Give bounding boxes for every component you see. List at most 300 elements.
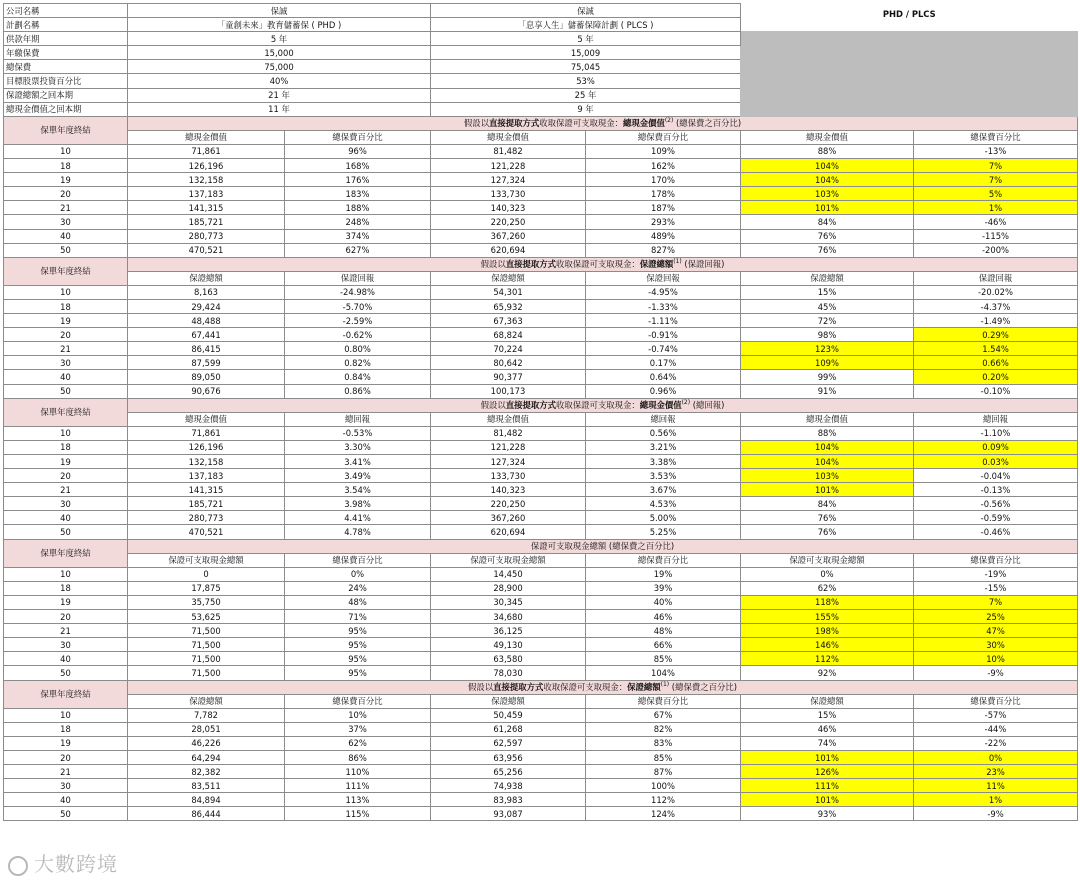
value-cell: 111% [285,779,431,793]
value-cell: 62% [741,581,914,595]
section-title-mid: 收取保證可支取現金： [555,259,640,270]
policy-year: 19 [4,736,128,750]
policy-year: 20 [4,610,128,624]
value-cell: -115% [914,229,1078,243]
value-cell: 0.03% [914,455,1078,469]
info-value-phd: 「童創未來」教育儲蓄保 ( PHD ) [128,18,431,32]
value-cell: -1.33% [586,299,741,313]
value-cell: 132,158 [128,455,285,469]
value-cell: 3.30% [285,440,431,454]
table-row [4,342,1078,356]
value-cell: 65,256 [431,765,586,779]
value-cell: 86,415 [128,342,285,356]
value-cell: 489% [586,229,741,243]
value-cell: 137,183 [128,469,285,483]
value-cell: -57% [914,708,1078,722]
value-cell: 95% [285,624,431,638]
value-cell: 71,500 [128,624,285,638]
policy-year: 50 [4,666,128,680]
policy-year: 21 [4,342,128,356]
value-cell: 187% [586,201,741,215]
value-cell: 101% [741,750,914,764]
value-cell: 71% [285,610,431,624]
column-header: 保證可支取現金總額 [431,553,586,567]
value-cell: 67,363 [431,314,586,328]
value-cell: 84% [741,215,914,229]
value-cell: 72% [741,314,914,328]
policy-year: 50 [4,384,128,398]
value-cell: 185,721 [128,497,285,511]
value-cell: 103% [741,187,914,201]
value-cell: 76% [741,525,914,539]
section-title-mid: 收取保證可支取現金： [543,682,628,693]
value-cell: 83,511 [128,779,285,793]
value-cell: 104% [741,440,914,454]
table-row [4,469,1078,483]
table-row [4,483,1078,497]
info-row [4,4,1078,18]
section-title [128,398,1078,412]
value-cell: 118% [741,595,914,609]
value-cell: 367,260 [431,229,586,243]
value-cell: 293% [586,215,741,229]
value-cell: 104% [741,173,914,187]
value-cell: 65,932 [431,299,586,313]
section-caption-row [4,257,1078,271]
value-cell: 176% [285,173,431,187]
value-cell: 91% [741,384,914,398]
value-cell: 5.00% [586,511,741,525]
column-header: 總保費百分比 [285,694,431,708]
policy-year: 20 [4,750,128,764]
value-cell: 248% [285,215,431,229]
value-cell: 7,782 [128,708,285,722]
column-header: 總現金價值 [741,130,914,144]
value-cell: 0.56% [586,426,741,440]
value-cell: 86,444 [128,807,285,821]
section-title-bold2: 保證總額 [627,682,661,693]
value-cell: 101% [741,483,914,497]
value-cell: 4.41% [285,511,431,525]
value-cell: 70,224 [431,342,586,356]
value-cell: 48,488 [128,314,285,328]
value-cell: 63,580 [431,652,586,666]
info-label: 供款年期 [4,32,128,46]
value-cell: 53,625 [128,610,285,624]
value-cell: 23% [914,765,1078,779]
value-cell: 85% [586,652,741,666]
value-cell: 14,450 [431,567,586,581]
value-cell: 40% [586,595,741,609]
policy-year: 10 [4,708,128,722]
value-cell: 0.64% [586,370,741,384]
section-caption-row [4,398,1078,412]
policy-year: 10 [4,285,128,299]
table-row [4,497,1078,511]
value-cell: 50,459 [431,708,586,722]
policy-year: 21 [4,201,128,215]
value-cell: 34,680 [431,610,586,624]
column-header: 總保費百分比 [914,130,1078,144]
value-cell: 63,956 [431,750,586,764]
value-cell: 111% [741,779,914,793]
table-row [4,652,1078,666]
value-cell: 3.53% [586,469,741,483]
value-cell: -46% [914,215,1078,229]
column-header: 總保費百分比 [586,130,741,144]
section-title-pre: 保證可支取現金總額 (總保費之百分比) [530,541,675,552]
value-cell: 178% [586,187,741,201]
value-cell: 8,163 [128,285,285,299]
section-title-mid: 收取保證可支取現金： [539,118,623,129]
value-cell: 126,196 [128,440,285,454]
section-title-post: (總保費之百分比) [669,682,737,693]
section-title-pre: 假設以 [480,259,506,270]
value-cell: -0.62% [285,328,431,342]
section-title-bold2: 總現金價值 [622,118,665,129]
value-cell: 0.86% [285,384,431,398]
info-value-phd: 15,000 [128,46,431,60]
table-row [4,595,1078,609]
value-cell: 46% [586,610,741,624]
policy-year: 18 [4,159,128,173]
table-row [4,722,1078,736]
column-header: 保證總額 [128,694,285,708]
info-value-plcs: 9 年 [431,102,741,116]
value-cell: 137,183 [128,187,285,201]
value-cell: 68,824 [431,328,586,342]
watermark-logo-icon [8,856,28,876]
value-cell: 220,250 [431,215,586,229]
table-row [4,750,1078,764]
watermark [8,848,118,877]
value-cell: -0.59% [914,511,1078,525]
column-header: 總現金價值 [128,130,285,144]
section-title [128,680,1078,694]
value-cell: 470,521 [128,525,285,539]
policy-year: 10 [4,144,128,158]
info-value-plcs: 25 年 [431,88,741,102]
column-header: 總現金價值 [741,412,914,426]
section-title-pre: 假設以 [480,400,506,411]
value-cell: -0.56% [914,497,1078,511]
value-cell: 39% [586,581,741,595]
table-row [4,779,1078,793]
value-cell: 0 [128,567,285,581]
policy-year: 50 [4,243,128,257]
section-caption-row [4,539,1078,553]
table-row [4,765,1078,779]
value-cell: 86% [285,750,431,764]
column-header: 保證總額 [128,271,285,285]
value-cell: 15% [741,285,914,299]
value-cell: 198% [741,624,914,638]
value-cell: 64,294 [128,750,285,764]
column-header: 總保費百分比 [285,130,431,144]
column-header: 總回報 [914,412,1078,426]
section-title [128,116,1078,130]
info-value-plcs: 「息享人生」儲蓄保障計劃 ( PLCS ) [431,18,741,32]
column-header: 保證總額 [431,694,586,708]
value-cell: -0.10% [914,384,1078,398]
policy-year: 30 [4,497,128,511]
value-cell: 3.38% [586,455,741,469]
value-cell: 47% [914,624,1078,638]
policy-year: 19 [4,595,128,609]
value-cell: 46% [741,722,914,736]
value-cell: 37% [285,722,431,736]
section-caption-row [4,680,1078,694]
value-cell: 28,051 [128,722,285,736]
value-cell: -4.37% [914,299,1078,313]
value-cell: 280,773 [128,229,285,243]
value-cell: 7% [914,159,1078,173]
value-cell: 140,323 [431,201,586,215]
value-cell: 3.98% [285,497,431,511]
year-header: 保單年度終結 [4,398,128,426]
value-cell: 162% [586,159,741,173]
value-cell: 83,983 [431,793,586,807]
value-cell: 90,377 [431,370,586,384]
table-row [4,243,1078,257]
column-header: 總回報 [586,412,741,426]
section-title-sup: (2) [664,117,674,125]
policy-year: 40 [4,793,128,807]
table-row [4,144,1078,158]
value-cell: 109% [741,356,914,370]
info-label: 總保費 [4,60,128,74]
table-row [4,736,1078,750]
value-cell: 84,894 [128,793,285,807]
value-cell: 140,323 [431,483,586,497]
value-cell: 71,861 [128,426,285,440]
value-cell: 71,500 [128,652,285,666]
policy-year: 18 [4,299,128,313]
value-cell: 0.66% [914,356,1078,370]
value-cell: -0.04% [914,469,1078,483]
value-cell: 0% [914,750,1078,764]
year-header: 保單年度終結 [4,116,128,144]
value-cell: 104% [741,455,914,469]
value-cell: 827% [586,243,741,257]
policy-year: 20 [4,469,128,483]
table-row [4,159,1078,173]
value-cell: 45% [741,299,914,313]
info-value-plcs: 5 年 [431,32,741,46]
section-title-post: (總回報) [690,400,725,411]
value-cell: 66% [586,638,741,652]
value-cell: 0.17% [586,356,741,370]
table-row [4,328,1078,342]
value-cell: 81,482 [431,426,586,440]
value-cell: 71,500 [128,666,285,680]
value-cell: 82% [586,722,741,736]
section-title-sup: (1) [660,681,670,689]
value-cell: 25% [914,610,1078,624]
value-cell: 1.54% [914,342,1078,356]
value-cell: 115% [285,807,431,821]
column-header: 保證可支取現金總額 [741,553,914,567]
info-value-phd: 40% [128,74,431,88]
value-cell: 83% [586,736,741,750]
section-title-post: (總保費之百分比) [673,118,742,129]
table-row [4,511,1078,525]
info-row [4,32,1078,46]
value-cell: 87% [586,765,741,779]
value-cell: 74,938 [431,779,586,793]
value-cell: 0.09% [914,440,1078,454]
value-cell: 168% [285,159,431,173]
column-header: 保證總額 [741,694,914,708]
section-column-header-row [4,271,1078,285]
value-cell: 62% [285,736,431,750]
value-cell: 95% [285,638,431,652]
value-cell: 35,750 [128,595,285,609]
value-cell: 92% [741,666,914,680]
value-cell: 183% [285,187,431,201]
section-title [128,539,1078,553]
table-row [4,356,1078,370]
section-title-bold: 直接提取方式 [505,400,556,411]
table-row [4,215,1078,229]
value-cell: 0% [741,567,914,581]
info-value-phd: 75,000 [128,60,431,74]
value-cell: 121,228 [431,440,586,454]
policy-year: 18 [4,581,128,595]
policy-year: 19 [4,173,128,187]
value-cell: -0.53% [285,426,431,440]
value-cell: 127,324 [431,173,586,187]
value-cell: 88% [741,426,914,440]
value-cell: 100,173 [431,384,586,398]
value-cell: 0.80% [285,342,431,356]
policy-year: 20 [4,187,128,201]
value-cell: 76% [741,243,914,257]
table-row [4,440,1078,454]
section-title-sup: (1) [673,258,682,266]
policy-year: 19 [4,455,128,469]
value-cell: 3.54% [285,483,431,497]
value-cell: 24% [285,581,431,595]
value-cell: -13% [914,144,1078,158]
column-header: 總保費百分比 [914,553,1078,567]
table-row [4,201,1078,215]
value-cell: 93,087 [431,807,586,821]
section-title-bold2: 保證總額 [639,259,674,270]
info-value-phd: 11 年 [128,102,431,116]
comparison-table-body [4,4,1078,821]
value-cell: -1.11% [586,314,741,328]
year-header: 保單年度終結 [4,680,128,708]
value-cell: 90,676 [128,384,285,398]
value-cell: 89,050 [128,370,285,384]
value-cell: 112% [741,652,914,666]
info-label: 年繳保費 [4,46,128,60]
section-column-header-row [4,694,1078,708]
value-cell: 81,482 [431,144,586,158]
table-row [4,229,1078,243]
table-row [4,638,1078,652]
value-cell: -0.13% [914,483,1078,497]
value-cell: 620,694 [431,525,586,539]
value-cell: 104% [586,666,741,680]
value-cell: 124% [586,807,741,821]
value-cell: -9% [914,807,1078,821]
value-cell: -1.10% [914,426,1078,440]
info-value-plcs: 15,009 [431,46,741,60]
year-header: 保單年度終結 [4,257,128,285]
column-header: 總現金價值 [431,130,586,144]
value-cell: 7% [914,595,1078,609]
section-title-bold: 直接提取方式 [505,259,556,270]
value-cell: -15% [914,581,1078,595]
column-header: 保證回報 [586,271,741,285]
info-label: 保證總額之回本期 [4,88,128,102]
value-cell: 95% [285,652,431,666]
value-cell: 146% [741,638,914,652]
value-cell: 3.67% [586,483,741,497]
value-cell: 71,500 [128,638,285,652]
value-cell: 19% [586,567,741,581]
value-cell: 11% [914,779,1078,793]
section-title-sup: (2) [681,399,691,407]
column-header: 總現金價值 [128,412,285,426]
policy-year: 50 [4,525,128,539]
info-label: 總現金價值之回本期 [4,102,128,116]
value-cell: 62,597 [431,736,586,750]
column-header: 保證總額 [741,271,914,285]
info-value-phd: 5 年 [128,32,431,46]
value-cell: -9% [914,666,1078,680]
year-header: 保單年度終結 [4,539,128,567]
value-cell: 127,324 [431,455,586,469]
table-row [4,187,1078,201]
value-cell: -200% [914,243,1078,257]
value-cell: 0.84% [285,370,431,384]
value-cell: -1.49% [914,314,1078,328]
value-cell: 4.53% [586,497,741,511]
value-cell: 4.78% [285,525,431,539]
value-cell: 109% [586,144,741,158]
value-cell: 126,196 [128,159,285,173]
section-title-post: (保證回報) [681,259,725,270]
section-column-header-row [4,130,1078,144]
value-cell: 88% [741,144,914,158]
column-header: 總保費百分比 [586,694,741,708]
column-header: 總現金價值 [431,412,586,426]
value-cell: 133,730 [431,469,586,483]
table-row [4,455,1078,469]
value-cell: 0.20% [914,370,1078,384]
value-cell: 17,875 [128,581,285,595]
value-cell: 627% [285,243,431,257]
table-row [4,807,1078,821]
value-cell: -20.02% [914,285,1078,299]
table-row [4,299,1078,313]
value-cell: 76% [741,511,914,525]
value-cell: 3.49% [285,469,431,483]
value-cell: -24.98% [285,285,431,299]
value-cell: 76% [741,229,914,243]
value-cell: 96% [285,144,431,158]
section-title [128,257,1078,271]
value-cell: 103% [741,469,914,483]
section-caption-row [4,116,1078,130]
value-cell: 185,721 [128,215,285,229]
policy-year: 18 [4,440,128,454]
table-row [4,314,1078,328]
section-column-header-row [4,412,1078,426]
